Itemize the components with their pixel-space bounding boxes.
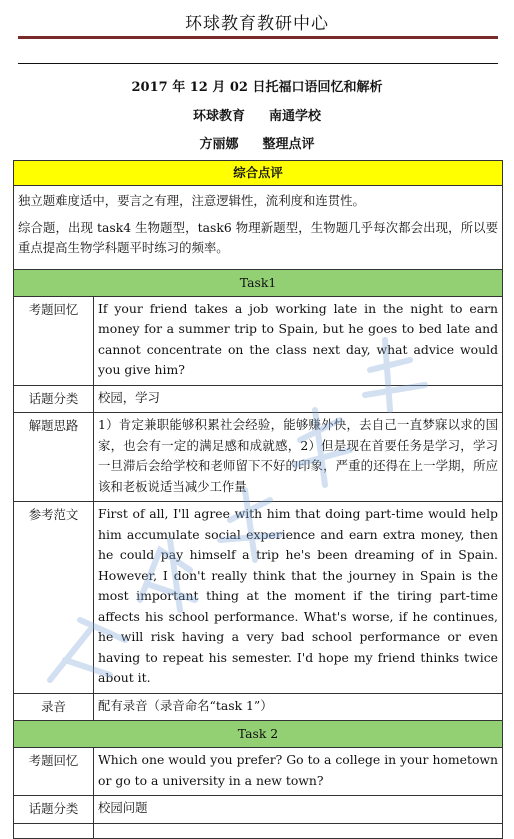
summary-para-1: 独立题难度适中，要言之有理，注意逻辑性，流利度和连贯性。 <box>18 193 365 208</box>
document-title: 2017 年 12 月 02 日托福口语回忆和解析 <box>131 80 383 95</box>
task1-topic-row <box>14 385 503 413</box>
author-name: 方丽娜 <box>199 137 239 152</box>
task2-topic-row <box>14 796 503 824</box>
task2-topic-text: 校园问题 <box>94 796 503 824</box>
document-author-line <box>0 133 514 152</box>
task1-sample-label: 参考范文 <box>14 502 94 694</box>
summary-body-row <box>14 186 503 270</box>
summary-body <box>14 186 503 270</box>
header-org-title: 环球教育教研中心 <box>185 14 329 34</box>
task1-sample-row <box>14 502 503 694</box>
empty-cell-right <box>94 823 503 838</box>
task2-heading-row <box>14 721 503 748</box>
task1-sample-text: First of all, I'll agree with him that doing part-time would help him accumulate social experience and earn extra money, then he could pay himself a trip he's been dreaming of in Spain. However, I don't really think that the journey in Spain is the most important thing at the moment if the tiring part-time affects his school performance. What's worse, if he continues, he will risk having a very bad school performance or even having to repeat his semester. I'd hope my friend thinks twice about it. <box>94 502 503 694</box>
task2-recall-row <box>14 748 503 796</box>
task1-approach-text: 1）肯定兼职能够积累社会经验，能够赚外快，去自己一直梦寐以求的国家，也会有一定的满足感和成就感，2）但是现在首要任务是学习，学习一旦滞后会给学校和老师留下不好的印象，严重的还得在上一学期，所应该和老板说适当减少工作量 <box>94 413 503 502</box>
task1-approach-row <box>14 413 503 502</box>
org-name: 环球教育 <box>192 109 245 124</box>
author-role: 整理点评 <box>262 137 315 152</box>
task1-topic-label: 话题分类 <box>14 385 94 413</box>
header-divider <box>18 63 498 64</box>
task1-audio-row <box>14 693 503 721</box>
school-name: 南通学校 <box>269 109 322 124</box>
task1-recall-text: If your friend takes a job working late in the night to earn money for a summer trip to Spain, but he goes to bed late and cannot concentrate on the class next day, what advice would you give him? <box>94 296 503 385</box>
task2-heading: Task 2 <box>14 721 503 748</box>
summary-para-2: 综合题，出现 task4 生物题型，task6 物理新题型，生物题几乎每次都会出现，所以要重点提高生物学科题平时练习的频率。 <box>18 219 498 255</box>
task1-approach-label: 解题思路 <box>14 413 94 502</box>
task1-heading-row <box>14 269 503 296</box>
task1-audio-label: 录音 <box>14 693 94 721</box>
empty-cell-left <box>14 823 94 838</box>
task1-recall-label: 考题回忆 <box>14 296 94 385</box>
header-rule <box>18 36 498 39</box>
task1-audio-text[interactable]: 配有录音（录音命名“task 1”） <box>94 693 503 721</box>
task2-recall-text: Which one would you prefer? Go to a college in your hometown or go to a university in a new town? <box>94 748 503 796</box>
summary-heading-row <box>14 161 503 186</box>
empty-row <box>14 823 503 838</box>
task2-topic-label: 话题分类 <box>14 796 94 824</box>
summary-heading: 综合点评 <box>14 161 503 186</box>
task1-heading: Task1 <box>14 269 503 296</box>
task1-recall-row <box>14 296 503 385</box>
task2-recall-label: 考题回忆 <box>14 748 94 796</box>
document-org-line <box>0 105 514 124</box>
content-table <box>13 160 503 839</box>
task1-topic-text: 校园，学习 <box>94 385 503 413</box>
